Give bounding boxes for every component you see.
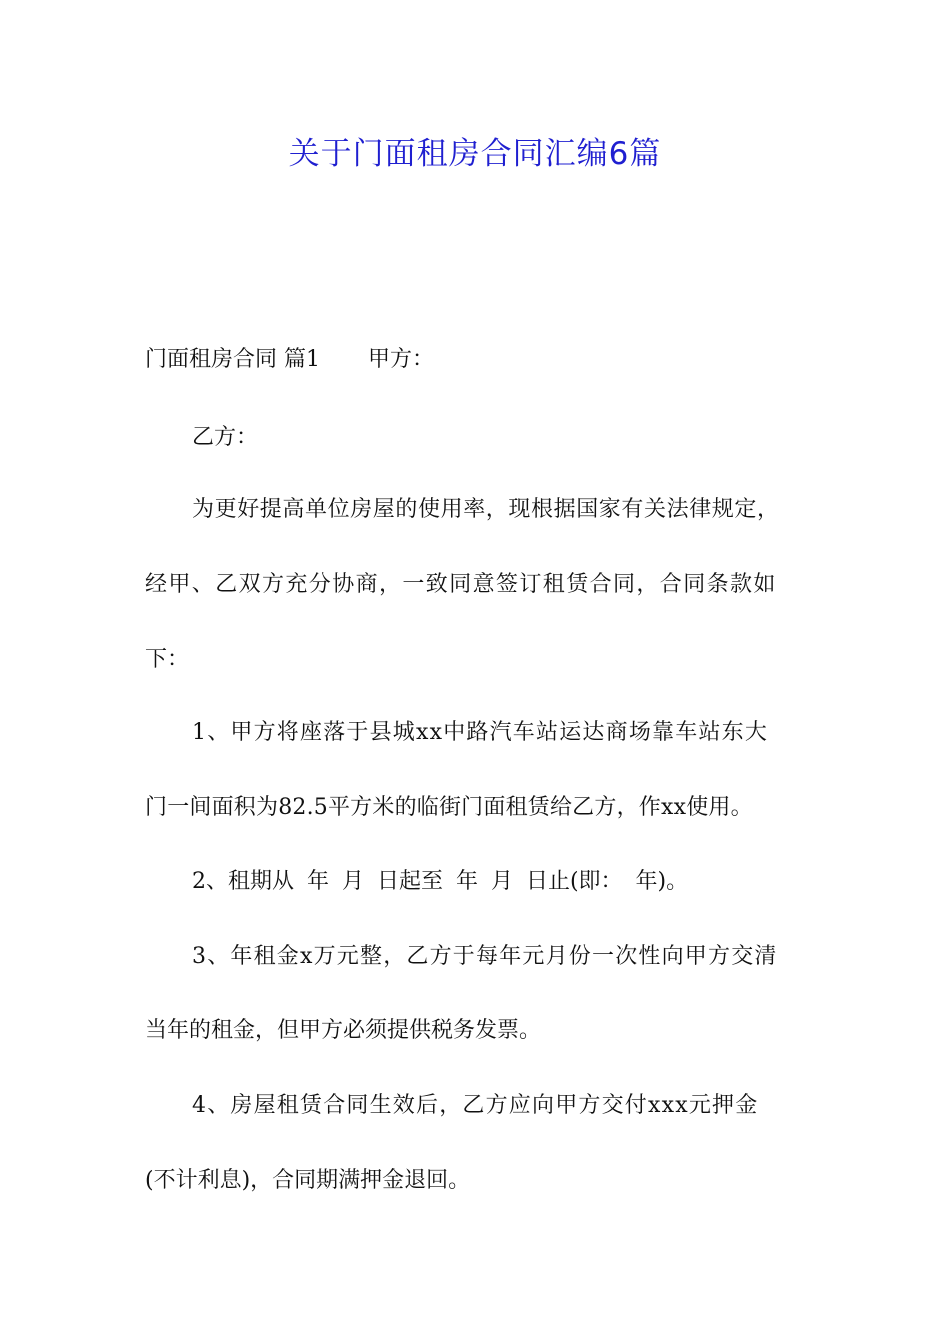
clause-3-line-1: 3、年租金x万元整，乙方于每年元月份一次性向甲方交清 xyxy=(192,944,778,969)
clause-1-line-2: 门一间面积为82.5平方米的临街门面租赁给乙方，作xx使用。 xyxy=(145,795,753,820)
section-heading: 门面租房合同 篇1 xyxy=(145,347,320,372)
clause-4-line-1: 4、房屋租赁合同生效后，乙方应向甲方交付xxx元押金 xyxy=(192,1093,759,1118)
clause-2-line-1: 2、租期从 年 月 日起至 年 月 日止(即： 年)。 xyxy=(192,869,689,894)
party-a-label: 甲方： xyxy=(368,347,435,372)
document-title: 关于门面租房合同汇编6篇 xyxy=(288,136,662,172)
preamble-line-2: 经甲、乙双方充分协商，一致同意签订租赁合同，合同条款如 xyxy=(145,572,777,597)
clause-1-line-1: 1、甲方将座落于县城xx中路汽车站运达商场靠车站东大 xyxy=(192,720,769,745)
preamble-line-1: 为更好提高单位房屋的使用率，现根据国家有关法律规定， xyxy=(192,497,780,522)
section-heading-line xyxy=(145,345,434,375)
clause-4-line-2: (不计利息)，合同期满押金退回。 xyxy=(145,1168,471,1193)
clause-3-line-2: 当年的租金，但甲方必须提供税务发票。 xyxy=(145,1018,542,1043)
party-b-label: 乙方： xyxy=(192,425,259,450)
preamble-line-3: 下： xyxy=(145,647,190,672)
